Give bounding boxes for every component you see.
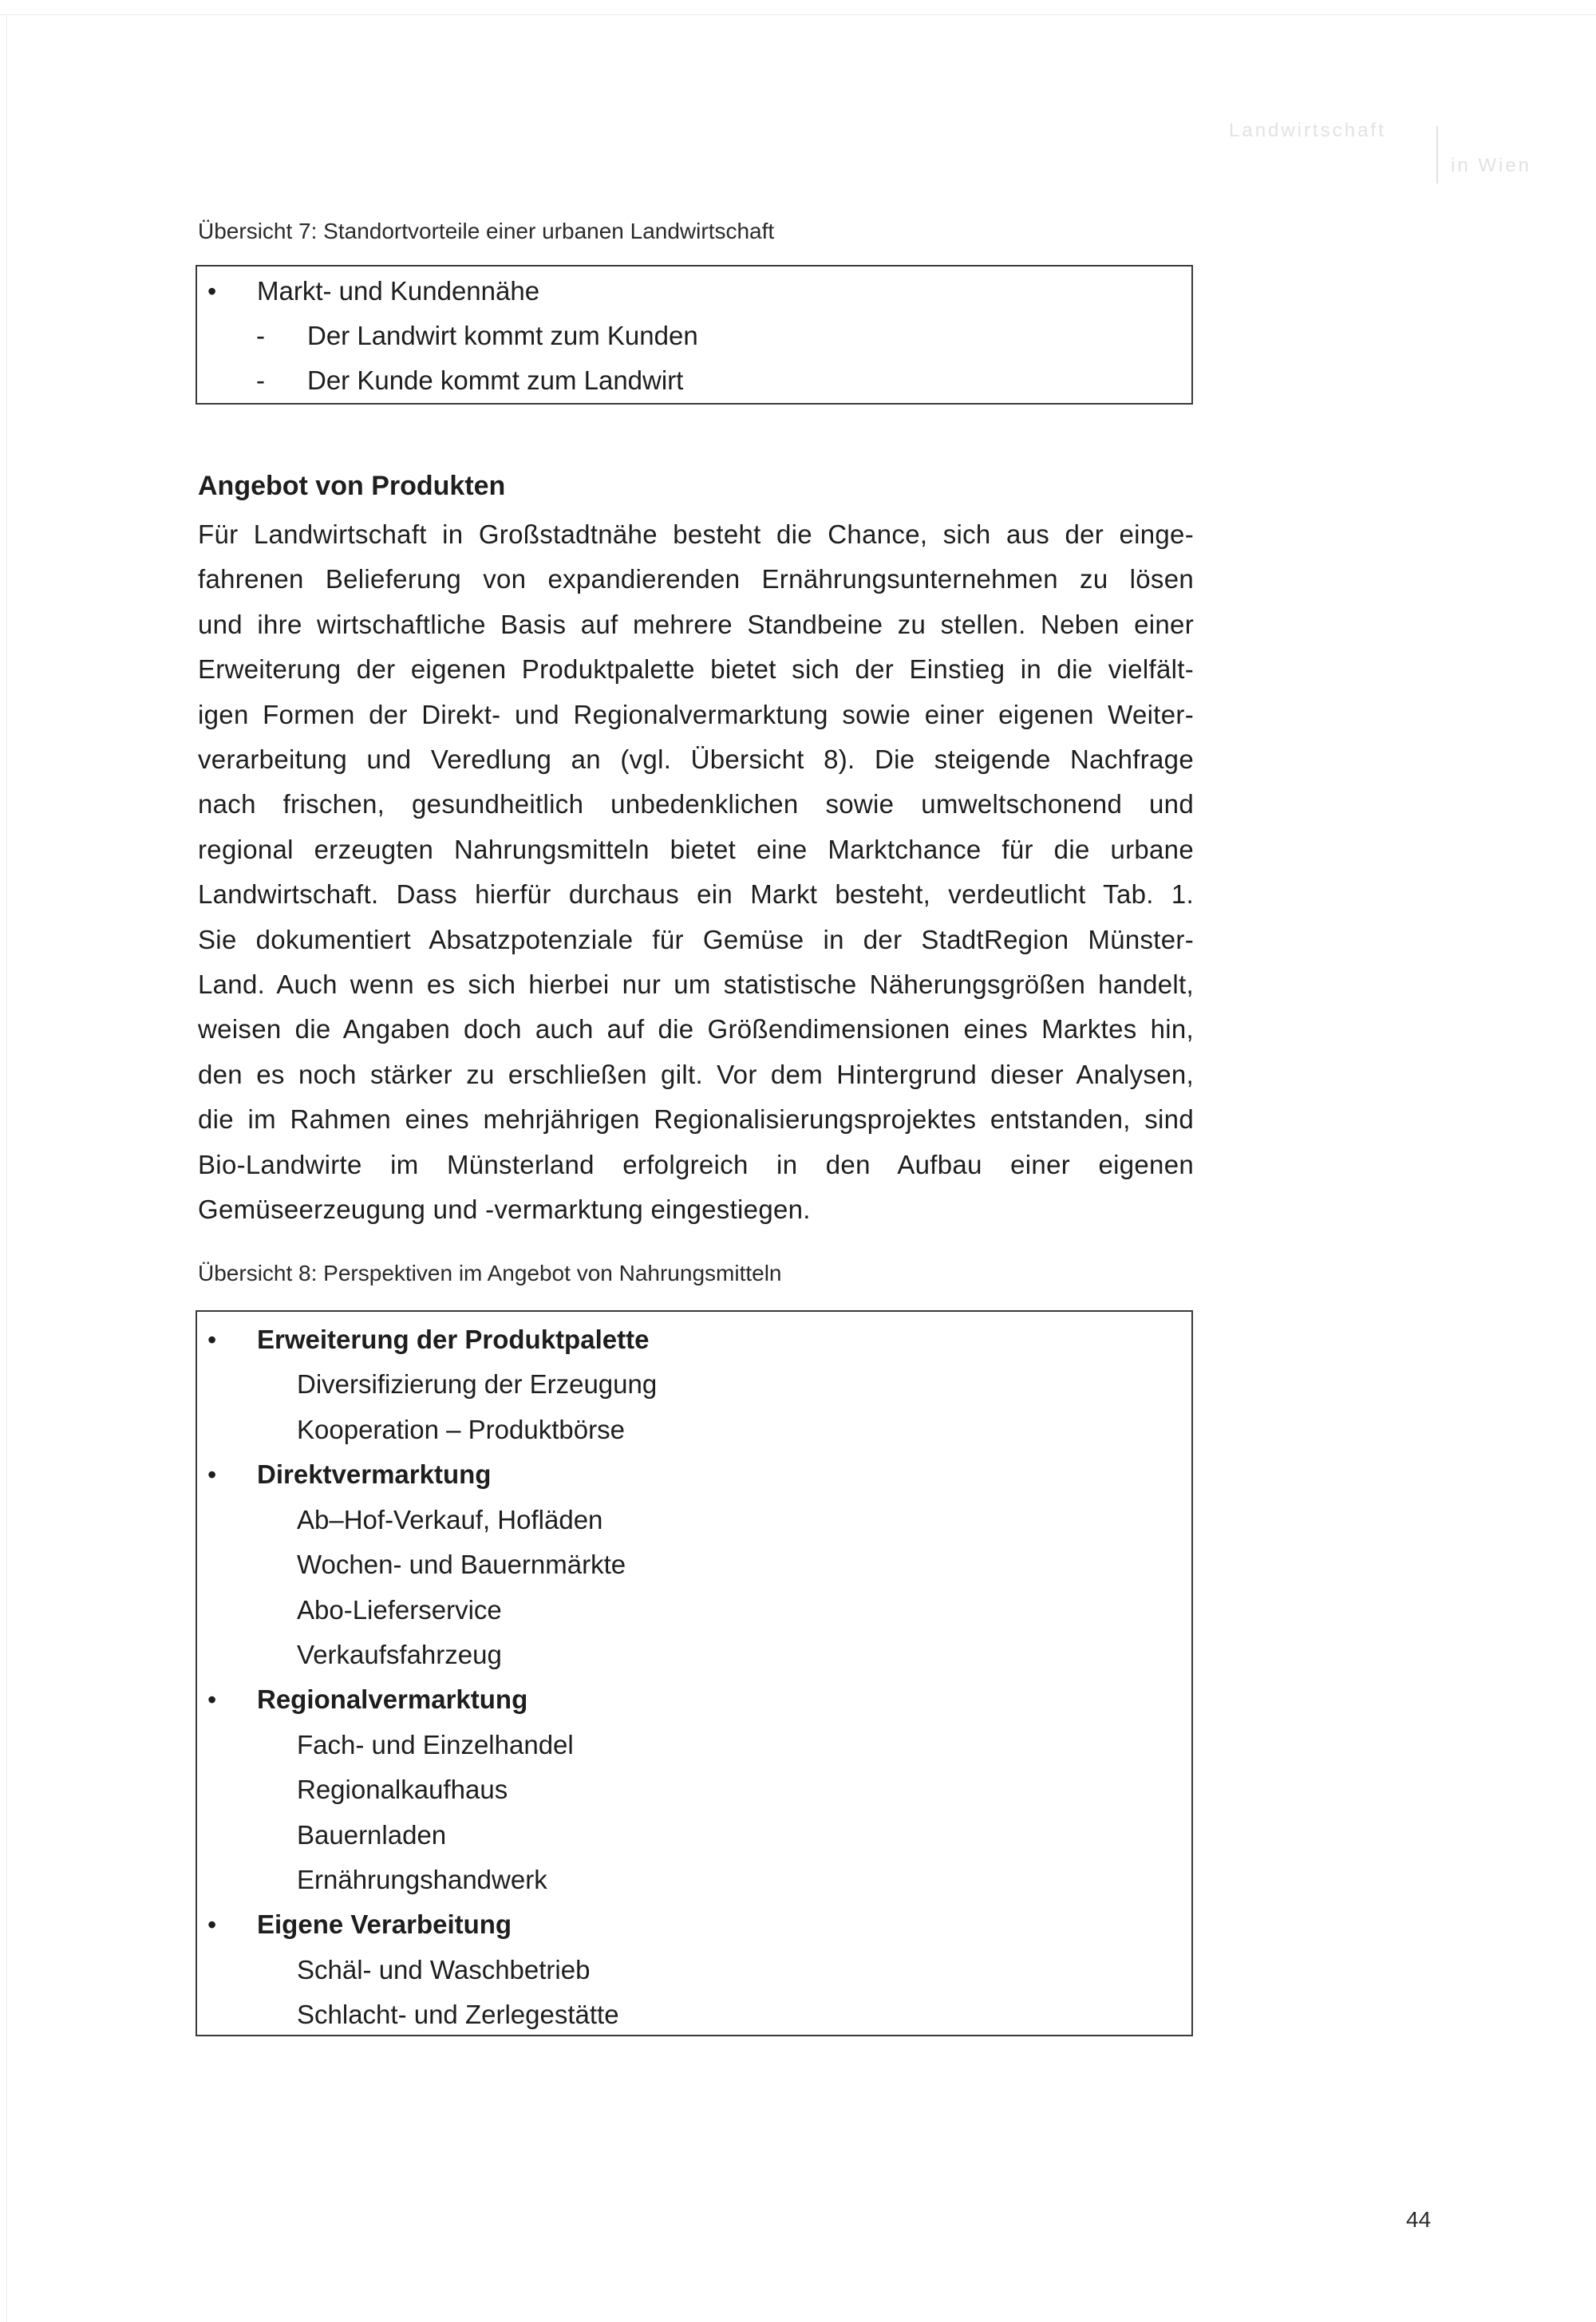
text-line: Gemüseerzeugung und -vermarktung eingestiegen.: [198, 1195, 811, 1225]
dash-icon: -: [256, 365, 265, 395]
text-line: weisen die Angaben doch auch auf die Größendimensionen eines Marktes hin,: [198, 1014, 1194, 1045]
text-line: Landwirtschaft. Dass hierfür durchaus ein Markt besteht, verdeutlicht Tab. 1.: [198, 879, 1194, 910]
overview8-caption: Übersicht 8: Perspektiven im Angebot von Nahrungsmitteln: [198, 1261, 782, 1285]
bullet-icon: •: [207, 1685, 217, 1714]
list-subitem-label: Der Landwirt kommt zum Kunden: [307, 321, 698, 350]
list-item-label: Direktvermarktung: [257, 1459, 492, 1489]
header-separator: [1436, 126, 1438, 184]
text-line: den es noch stärker zu erschließen gilt. Vor dem Hintergrund dieser Analysen,: [198, 1059, 1194, 1089]
list-item-label: Markt- und Kundennähe: [257, 276, 540, 306]
list-subitem-label: Kooperation – Produktbörse: [297, 1415, 625, 1444]
list-subitem-label: Fach- und Einzelhandel: [297, 1730, 574, 1759]
overview8-box: [196, 1310, 1193, 2036]
list-subitem-label: Ernährungshandwerk: [297, 1865, 547, 1894]
list-item-label: Eigene Verarbeitung: [257, 1909, 512, 1939]
running-header-line2: in Wien: [1451, 155, 1532, 176]
overview7-box: [196, 265, 1193, 405]
text-line: verarbeitung und Veredlung an (vgl. Übersicht 8). Die steigende Nachfrage: [198, 744, 1194, 775]
bullet-icon: •: [207, 1910, 217, 1939]
bullet-icon: •: [207, 1325, 217, 1354]
list-subitem-label: Verkaufsfahrzeug: [297, 1640, 502, 1669]
list-subitem-label: Schlacht- und Zerlegestätte: [297, 2000, 619, 2029]
text-line: regional erzeugten Nahrungsmitteln bietet eine Marktchance für die urbane: [198, 834, 1194, 864]
text-line: Bio-Landwirte im Münsterland erfolgreich in den Aufbau einer eigenen: [198, 1149, 1194, 1179]
dash-icon: -: [256, 321, 265, 350]
bullet-icon: •: [207, 1460, 217, 1489]
list-subitem-label: Wochen- und Bauernmärkte: [297, 1550, 626, 1579]
page-edge: [6, 14, 7, 2322]
page-number: 44: [1406, 2207, 1432, 2232]
page-edge: [0, 14, 1596, 15]
text-line: Für Landwirtschaft in Großstadtnähe besteht die Chance, sich aus der einge-: [198, 519, 1194, 549]
overview7-caption: Übersicht 7: Standortvorteile einer urbanen Landwirtschaft: [198, 219, 775, 243]
text-line: Sie dokumentiert Absatzpotenziale für Gemüse in der StadtRegion Münster-: [198, 924, 1194, 954]
running-header-line1: Landwirtschaft: [1229, 120, 1386, 141]
list-subitem-label: Der Kunde kommt zum Landwirt: [307, 365, 684, 395]
list-subitem-label: Bauernladen: [297, 1820, 447, 1850]
list-subitem-label: Ab–Hof-Verkauf, Hofläden: [297, 1505, 603, 1534]
section-heading: Angebot von Produkten: [198, 471, 506, 501]
text-line: die im Rahmen eines mehrjährigen Regionalisierungsprojektes entstanden, sind: [198, 1104, 1194, 1135]
text-line: igen Formen der Direkt- und Regionalvermarktung sowie einer eigenen Weiter-: [198, 699, 1194, 729]
list-subitem-label: Regionalkaufhaus: [297, 1775, 508, 1804]
list-subitem-label: Diversifizierung der Erzeugung: [297, 1369, 658, 1399]
body-paragraph: [198, 512, 1194, 1233]
text-line: und ihre wirtschaftliche Basis auf mehrere Standbeine zu stellen. Neben einer: [198, 609, 1194, 639]
list-item-label: Erweiterung der Produktpalette: [257, 1325, 650, 1354]
list-subitem-label: Abo-Lieferservice: [297, 1595, 502, 1625]
list-item-label: Regionalvermarktung: [257, 1684, 528, 1714]
text-line: Erweiterung der eigenen Produktpalette bietet sich der Einstieg in die vielfält-: [198, 654, 1194, 685]
text-line: fahrenen Belieferung von expandierenden Ernährungsunternehmen zu lösen: [198, 564, 1194, 594]
bullet-icon: •: [207, 277, 217, 306]
text-line: nach frischen, gesundheitlich unbedenklichen sowie umweltschonend und: [198, 789, 1194, 819]
list-subitem-label: Schäl- und Waschbetrieb: [297, 1955, 591, 1984]
text-line: Land. Auch wenn es sich hierbei nur um statistische Näherungsgrößen handelt,: [198, 969, 1194, 1000]
